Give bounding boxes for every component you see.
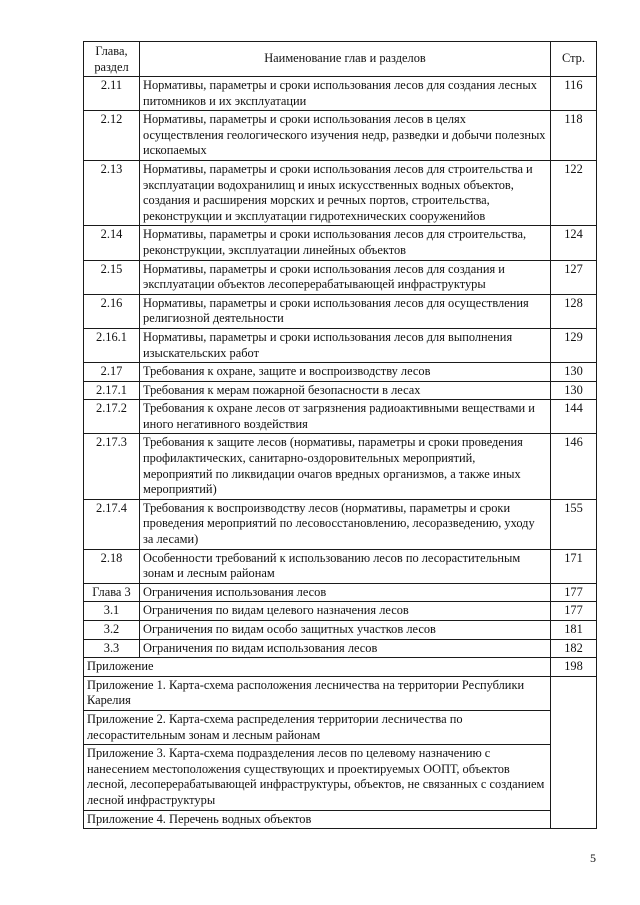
table-row: [84, 160, 597, 225]
row-title: Нормативы, параметры и сроки использования лесов в целях осуществления геологического изучения недр, разведки и добычи полезных ископаемых: [140, 111, 551, 161]
header-chapter-section: Глава, раздел: [84, 42, 140, 77]
table-of-contents: [83, 41, 597, 829]
header-title: Наименование глав и разделов: [140, 42, 551, 77]
row-page-number: 118: [551, 111, 597, 161]
appendix-item-row: [84, 710, 597, 744]
table-row: [84, 549, 597, 583]
table-row: [84, 381, 597, 400]
row-page-number: 144: [551, 400, 597, 434]
row-page-number: 146: [551, 434, 597, 499]
row-title: Ограничения использования лесов: [140, 583, 551, 602]
table-row: [84, 400, 597, 434]
table-row: [84, 621, 597, 640]
row-section-number: 2.16.1: [84, 328, 140, 362]
row-title: Ограничения по видам использования лесов: [140, 639, 551, 658]
row-page-number: 128: [551, 294, 597, 328]
row-title: Нормативы, параметры и сроки использования лесов для создания и эксплуатации объектов лесоперерабатывающей инфраструктуры: [140, 260, 551, 294]
appendix-item: Приложение 1. Карта-схема расположения лесничества на территории Республики Карелия: [84, 676, 551, 710]
row-title: Ограничения по видам особо защитных участков лесов: [140, 621, 551, 640]
appendix-heading-row: [84, 658, 597, 677]
row-section-number: 3.3: [84, 639, 140, 658]
page-number: 5: [590, 851, 596, 865]
table-row: [84, 111, 597, 161]
row-title: Нормативы, параметры и сроки использования лесов для осуществления религиозной деятельности: [140, 294, 551, 328]
table-row: [84, 77, 597, 111]
row-section-number: 2.18: [84, 549, 140, 583]
row-title: Требования к охране лесов от загрязнения радиоактивными веществами и иного негативного воздействия: [140, 400, 551, 434]
row-section-number: 2.17.4: [84, 499, 140, 549]
appendix-item-row: [84, 810, 597, 829]
row-section-number: Глава 3: [84, 583, 140, 602]
row-page-number: 130: [551, 381, 597, 400]
row-title: Требования к мерам пожарной безопасности в лесах: [140, 381, 551, 400]
table-row: [84, 363, 597, 382]
row-page-number: 130: [551, 363, 597, 382]
appendix-item-row: [84, 676, 597, 710]
row-title: Требования к воспроизводству лесов (нормативы, параметры и сроки проведения мероприятий по лесовосстановлению, лесоразведению, уходу за лесами): [140, 499, 551, 549]
row-section-number: 2.15: [84, 260, 140, 294]
row-page-number: 182: [551, 639, 597, 658]
row-section-number: 2.17.3: [84, 434, 140, 499]
table-body: [84, 77, 597, 829]
table-row: [84, 260, 597, 294]
row-page-number: 177: [551, 583, 597, 602]
row-title: Особенности требований к использованию лесов по лесорастительным зонам и лесным районам: [140, 549, 551, 583]
appendix-item: Приложение 3. Карта-схема подразделения лесов по целевому назначению с нанесением местоположения существующих и проектируемых ООПТ, объектов лесной, лесоперерабатывающей инфраструктуры, объектов, не связанных с созданием лесной инфраструктуры: [84, 745, 551, 810]
row-page-number: 116: [551, 77, 597, 111]
table-row: [84, 639, 597, 658]
row-title: Требования к охране, защите и воспроизводству лесов: [140, 363, 551, 382]
table-row: [84, 328, 597, 362]
row-page-number: 177: [551, 602, 597, 621]
appendix-item: Приложение 2. Карта-схема распределения территории лесничества по лесорастительным зонам и лесным районам: [84, 710, 551, 744]
table-row: [84, 226, 597, 260]
appendix-page-empty: [551, 676, 597, 828]
row-section-number: 3.2: [84, 621, 140, 640]
table-header-row: [84, 42, 597, 77]
appendix-title: Приложение: [84, 658, 551, 677]
row-page-number: 181: [551, 621, 597, 640]
row-page-number: 129: [551, 328, 597, 362]
row-title: Нормативы, параметры и сроки использования лесов для создания лесных питомников и их эксплуатации: [140, 77, 551, 111]
row-title: Ограничения по видам целевого назначения лесов: [140, 602, 551, 621]
table-row: [84, 434, 597, 499]
row-title: Нормативы, параметры и сроки использования лесов для строительства и эксплуатации водохранилищ и иных искусственных водных объектов, создания и расширения морских и речных портов, строительства, реконструкции и эксплуатации гидротехнических сооруженийов: [140, 160, 551, 225]
row-page-number: 122: [551, 160, 597, 225]
row-section-number: 2.17.1: [84, 381, 140, 400]
row-page-number: 155: [551, 499, 597, 549]
row-section-number: 2.11: [84, 77, 140, 111]
table-row: [84, 602, 597, 621]
row-section-number: 2.17: [84, 363, 140, 382]
row-section-number: 2.13: [84, 160, 140, 225]
row-section-number: 3.1: [84, 602, 140, 621]
row-section-number: 2.16: [84, 294, 140, 328]
header-page: Стр.: [551, 42, 597, 77]
table-row: [84, 499, 597, 549]
appendix-page-number: 198: [551, 658, 597, 677]
row-page-number: 124: [551, 226, 597, 260]
row-title: Требования к защите лесов (нормативы, параметры и сроки проведения профилактических, санитарно-оздоровительных мероприятий, мероприятий по ликвидации очагов вредных организмов, а также иных мероприятий): [140, 434, 551, 499]
table-row: [84, 583, 597, 602]
appendix-item: Приложение 4. Перечень водных объектов: [84, 810, 551, 829]
row-section-number: 2.12: [84, 111, 140, 161]
row-page-number: 127: [551, 260, 597, 294]
table-row: [84, 294, 597, 328]
row-page-number: 171: [551, 549, 597, 583]
row-title: Нормативы, параметры и сроки использования лесов для строительства, реконструкции, эксплуатации линейных объектов: [140, 226, 551, 260]
row-section-number: 2.14: [84, 226, 140, 260]
row-title: Нормативы, параметры и сроки использования лесов для выполнения изыскательских работ: [140, 328, 551, 362]
row-section-number: 2.17.2: [84, 400, 140, 434]
appendix-item-row: [84, 745, 597, 810]
